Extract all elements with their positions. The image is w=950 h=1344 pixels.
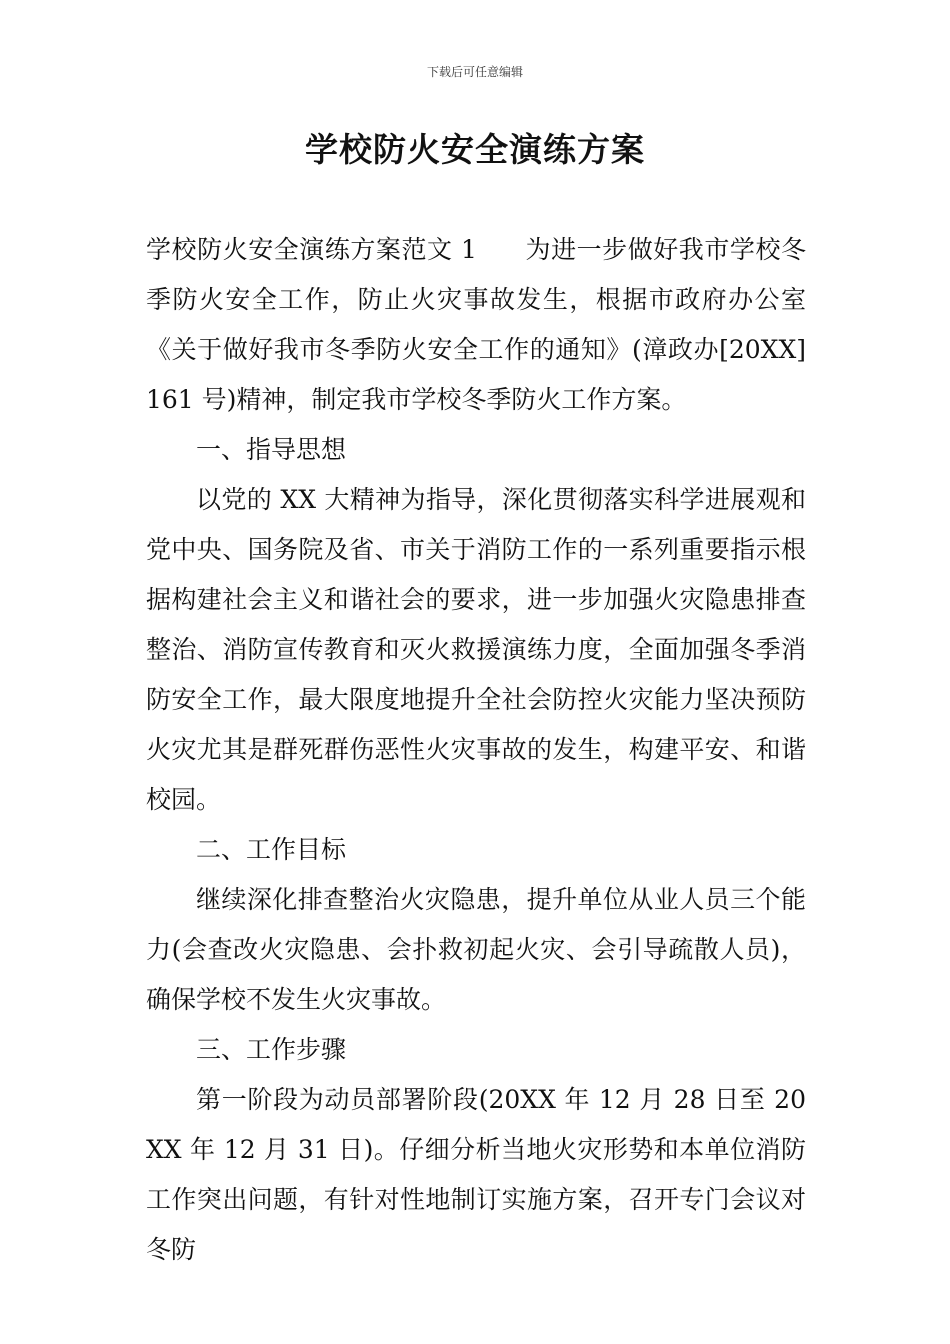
section-text-work-steps: 第一阶段为动员部署阶段(20XX 年 12 月 28 日至 20XX 年 12 月 31 日)。仔细分析当地火灾形势和本单位消防工作突出问题，有针对性地制订实施方案，召开专门会议对冬防 <box>146 1085 806 1264</box>
section-heading-work-steps: 三、工作步骤 <box>196 1035 347 1064</box>
document-body <box>146 225 806 1275</box>
intro-label: 学校防火安全演练方案范文 1 <box>146 235 477 264</box>
header-note: 下载后可任意编辑 <box>426 65 523 79</box>
section-text-guiding-ideology: 以党的 XX 大精神为指导，深化贯彻落实科学进展观和党中央、国务院及省、市关于消防工作的一系列重要指示根据构建社会主义和谐社会的要求，进一步加强火灾隐患排查整治、消防宣传教育和灭火救援演练力度，全面加强冬季消防安全工作，最大限度地提升全社会防控火灾能力坚决预防火灾尤其是群死群伤恶性火灾事故的发生，构建平安、和谐校园。 <box>146 485 806 814</box>
section-heading-guiding-ideology: 一、指导思想 <box>196 435 347 464</box>
intro-text: 为进一步做好我市学校冬季防火安全工作，防止火灾事故发生，根据市政府办公室《关于做好我市冬季防火安全工作的通知》(漳政办[20XX]161 号)精神，制定我市学校冬季防火工作方案。 <box>146 235 806 414</box>
intro-paragraph <box>146 225 806 425</box>
section-heading-work-goals: 二、工作目标 <box>196 835 347 864</box>
document-title: 学校防火安全演练方案 <box>305 130 645 169</box>
section-text-work-goals: 继续深化排查整治火灾隐患，提升单位从业人员三个能力(会查改火灾隐患、会扑救初起火灾、会引导疏散人员)，确保学校不发生火灾事故。 <box>146 885 806 1014</box>
